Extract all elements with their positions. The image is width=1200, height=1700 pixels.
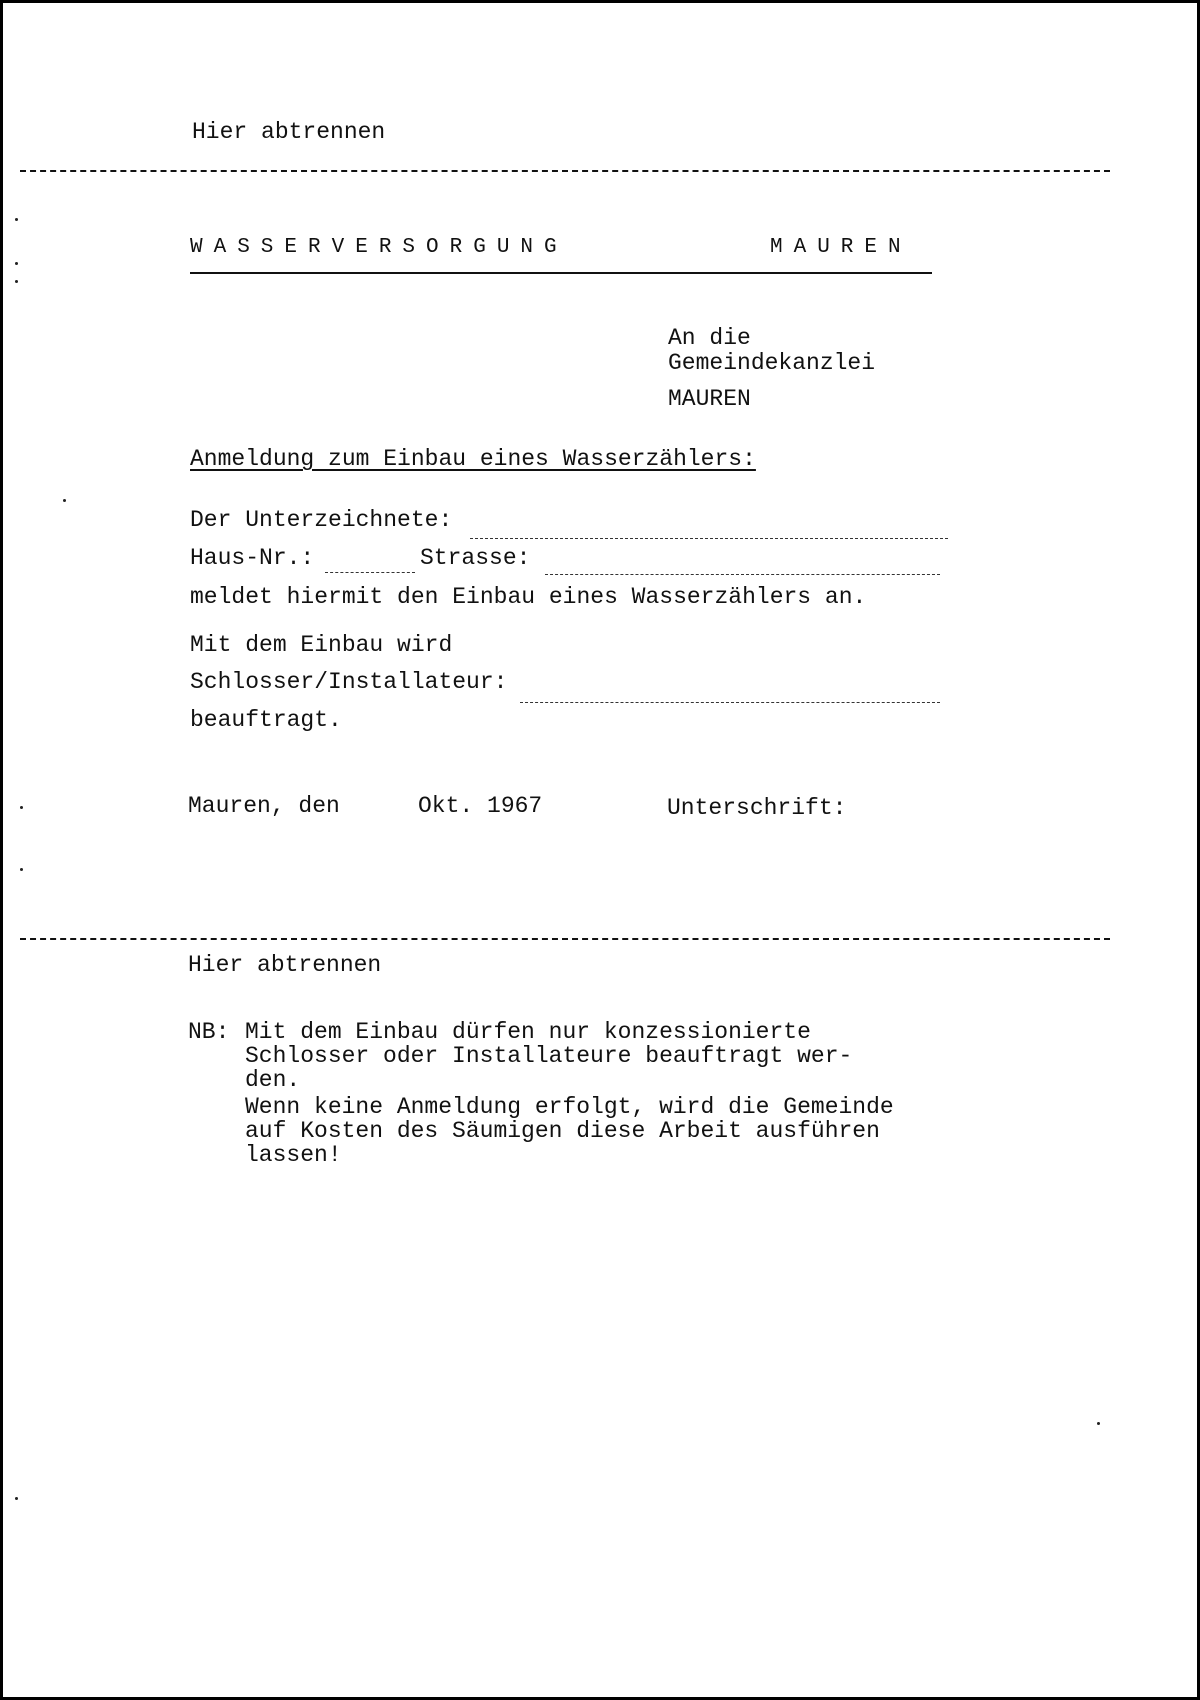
form-heading: Anmeldung zum Einbau eines Wasserzählers:	[190, 446, 756, 472]
note-line-5: auf Kosten des Säumigen diese Arbeit ausführen	[245, 1118, 880, 1144]
scan-speck	[15, 262, 18, 265]
scan-speck	[20, 806, 23, 809]
scan-speck	[20, 868, 23, 871]
note-prefix: NB:	[188, 1019, 230, 1045]
address-line-1: An die	[668, 325, 751, 351]
scan-speck	[1097, 1422, 1100, 1425]
date-value: Okt. 1967	[418, 793, 543, 819]
installer-label: Schlosser/Installateur:	[190, 669, 508, 695]
scan-speck	[15, 1497, 18, 1500]
installer-intro: Mit dem Einbau wird	[190, 632, 453, 658]
place-date-label: Mauren, den	[188, 793, 340, 819]
signer-field-line	[470, 538, 948, 539]
installer-field-line	[520, 702, 940, 703]
note-line-2: Schlosser oder Installateure beauftragt wer-	[245, 1043, 853, 1069]
header-rule	[190, 272, 932, 274]
house-number-label: Haus-Nr.:	[190, 545, 315, 571]
address-line-3: MAUREN	[668, 386, 751, 412]
statement-text: meldet hiermit den Einbau eines Wasserzählers an.	[190, 584, 867, 610]
commissioned-text: beauftragt.	[190, 707, 342, 733]
header-title: WASSERVERSORGUNG	[190, 236, 568, 259]
street-label: Strasse:	[420, 545, 531, 571]
scan-speck	[63, 499, 66, 502]
house-number-field-line	[325, 572, 415, 573]
signature-label: Unterschrift:	[667, 795, 847, 821]
note-line-3: den.	[245, 1067, 301, 1093]
street-field-line	[545, 574, 940, 575]
cut-instruction-top: Hier abtrennen	[192, 119, 386, 145]
scan-speck	[15, 280, 18, 283]
note-line-1: Mit dem Einbau dürfen nur konzessionierte	[245, 1019, 811, 1045]
scan-speck	[15, 218, 18, 221]
cut-line-top	[20, 170, 1110, 172]
note-line-4: Wenn keine Anmeldung erfolgt, wird die Gemeinde	[245, 1094, 894, 1120]
address-line-2: Gemeindekanzlei	[668, 350, 876, 376]
note-line-6: lassen!	[245, 1142, 342, 1168]
cut-line-bottom	[20, 938, 1110, 940]
cut-instruction-bottom: Hier abtrennen	[188, 952, 382, 978]
signer-label: Der Unterzeichnete:	[190, 507, 453, 533]
header-town: MAUREN	[770, 236, 912, 259]
